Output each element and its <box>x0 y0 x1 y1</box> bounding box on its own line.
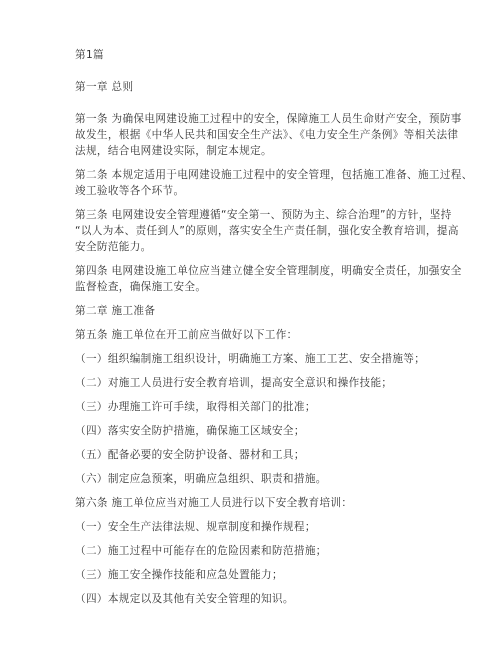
list-item: （一）组织编制施工组织设计，明确施工方案、施工工艺、安全措施等； <box>75 353 426 365</box>
article-2-line-1: 第二条 本规定适用于电网建设施工过程中的安全管理，包括施工准备、施工过程、 <box>75 169 473 181</box>
article-3-line-2: “以人为本、责任到人”的原则，落实安全生产责任制，强化安全教育培训，提高 <box>75 225 459 237</box>
article-3-line-3: 安全防范能力。 <box>75 241 152 253</box>
list-item: （五）配备必要的安全防护设备、器材和工具； <box>75 449 305 461</box>
list-item: （四）本规定以及其他有关安全管理的知识。 <box>75 593 294 605</box>
list-item: （三）施工安全操作技能和应急处置能力； <box>75 569 283 581</box>
list-item: （一）安全生产法律法规、规章制度和操作规程； <box>75 521 316 533</box>
article-1-line-3: 法规，结合电网建设实际，制定本规定。 <box>75 145 272 157</box>
list-item: （三）办理施工许可手续，取得相关部门的批准； <box>75 401 316 413</box>
article-3-line-1: 第三条 电网建设安全管理遵循“安全第一、预防为主、综合治理”的方针，坚持 <box>75 209 452 221</box>
chapter-heading: 第二章 施工准备 <box>75 305 156 317</box>
article-1-line-1: 第一条 为确保电网建设施工过程中的安全，保障施工人员生命财产安全，预防事 <box>75 113 462 125</box>
article-5: 第五条 施工单位在开工前应当做好以下工作： <box>75 329 298 341</box>
article-1-line-2: 故发生，根据《中华人民共和国安全生产法》、《电力安全生产条例》等相关法律 <box>75 129 459 141</box>
article-4-line-1: 第四条 电网建设施工单位应当建立健全安全管理制度，明确安全责任，加强安全 <box>75 265 462 277</box>
list-item: （四）落实安全防护措施，确保施工区域安全； <box>75 425 305 437</box>
chapter-heading: 第一章 总则 <box>75 81 134 93</box>
list-item: （二）对施工人员进行安全教育培训，提高安全意识和操作技能； <box>75 377 393 389</box>
article-4-line-2: 监督检查，确保施工安全。 <box>75 281 207 293</box>
list-item: （六）制定应急预案，明确应急组织、职责和措施。 <box>75 473 327 485</box>
article-2-line-2: 竣工验收等各个环节。 <box>75 185 185 197</box>
page-label: 第1篇 <box>75 49 104 61</box>
list-item: （二）施工过程中可能存在的危险因素和防范措施； <box>75 545 327 557</box>
article-6: 第六条 施工单位应当对施工人员进行以下安全教育培训： <box>75 497 353 509</box>
